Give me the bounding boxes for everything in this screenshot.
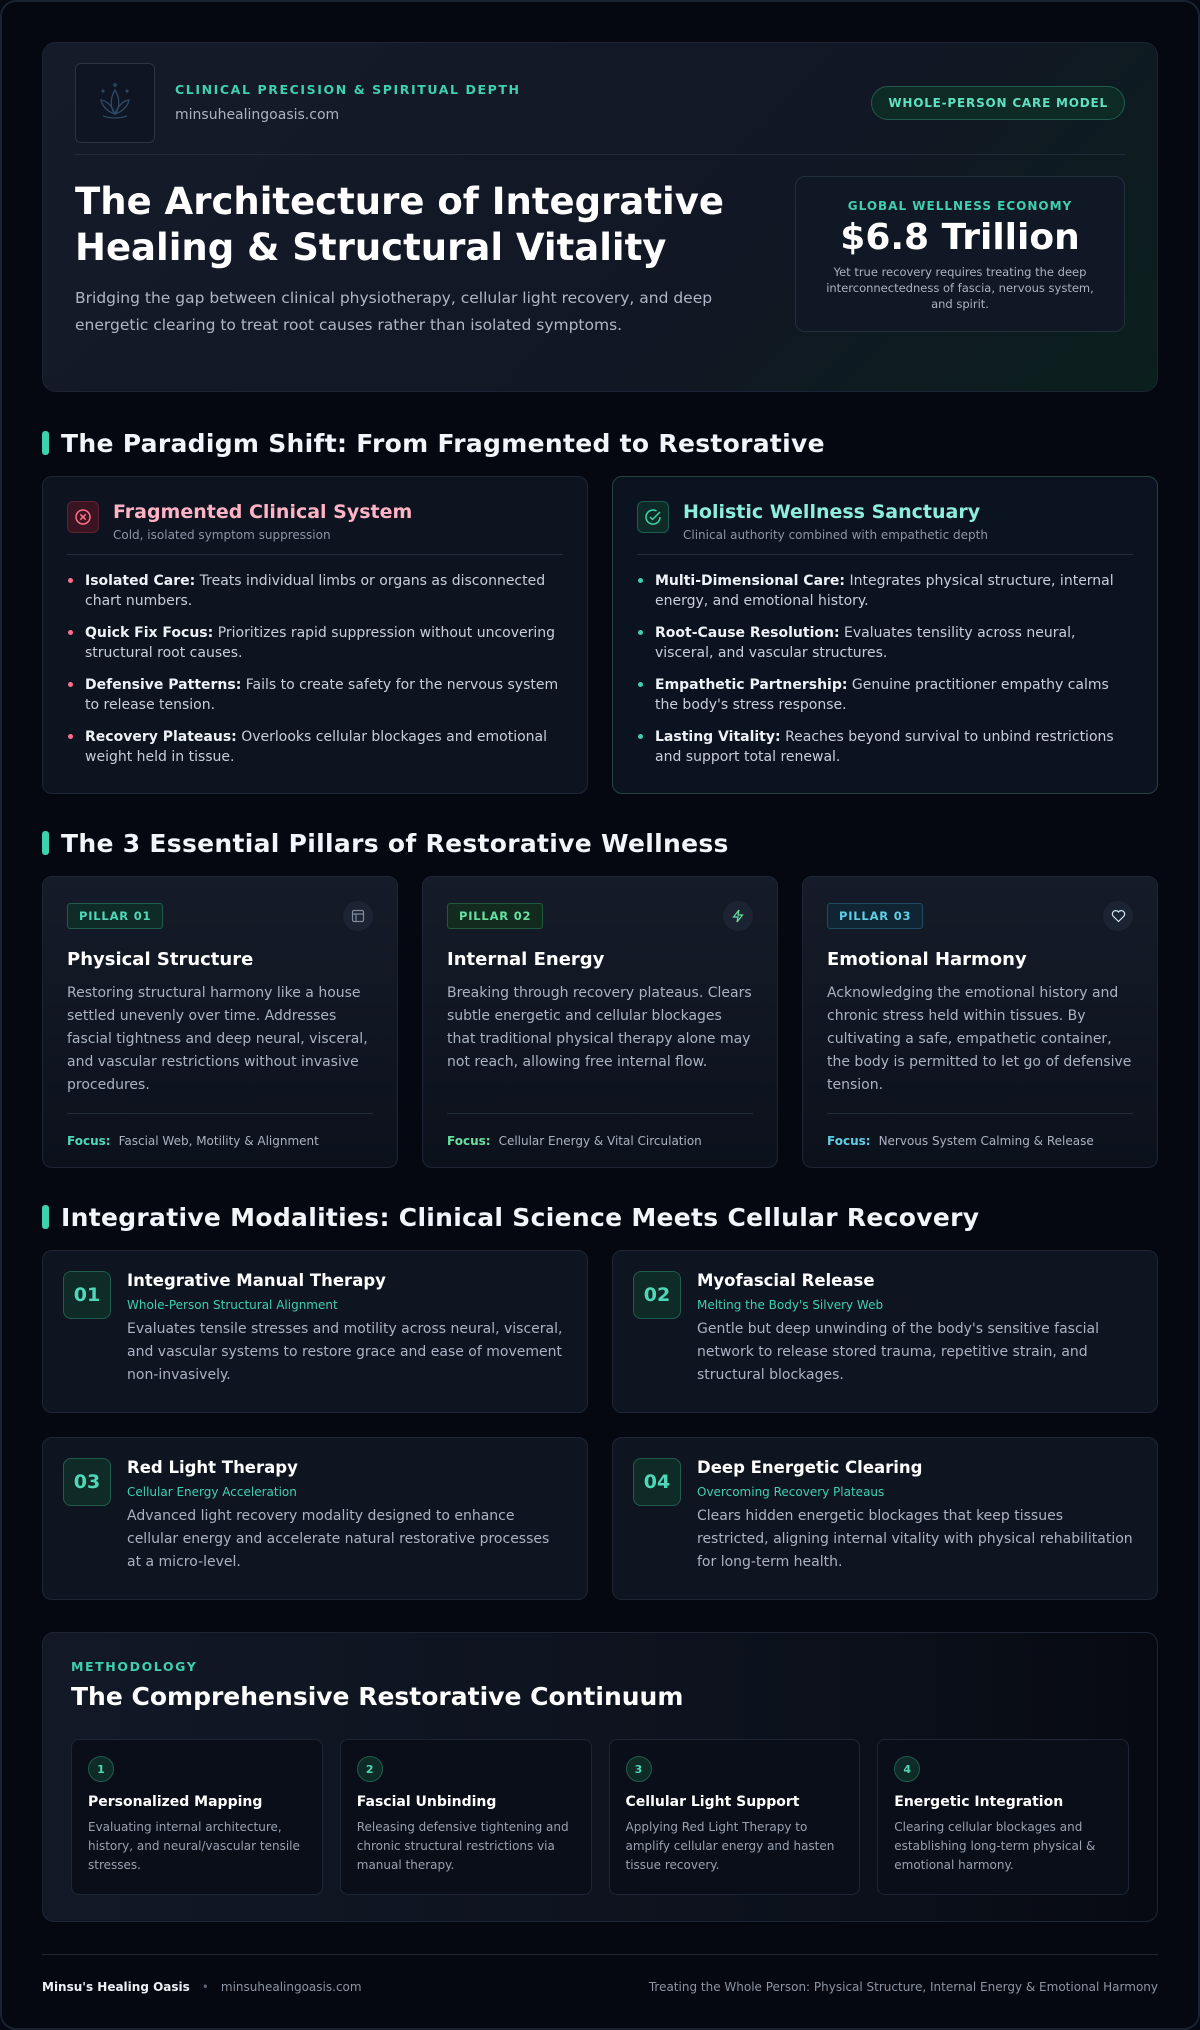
modality-number: 03 [63, 1458, 111, 1506]
lightning-icon [723, 901, 753, 931]
footer-url[interactable]: minsuhealingoasis.com [220, 1979, 362, 1994]
pillar-title: Emotional Harmony [827, 949, 1027, 970]
pillar-description: Restoring structural harmony like a house settled unevenly over time. Addresses fascial tightness and deep neural, visceral, and vascular restrictions without invasive procedures. [67, 985, 368, 1093]
list-item: Defensive Patterns: Fails to create safety for the nervous system to release tension. [67, 675, 563, 715]
step-card [71, 1739, 323, 1895]
pillar-description: Breaking through recovery plateaus. Clears subtle energetic and cellular blockages that traditional physical therapy alone may not reach, allowing free internal flow. [447, 985, 752, 1070]
pillar-card-internal-energy [422, 876, 778, 1168]
card-subtitle: Clinical authority combined with empathetic depth [683, 528, 988, 542]
list-item: Isolated Care: Treats individual limbs or organs as disconnected chart numbers. [67, 571, 563, 611]
methodology-title: The Comprehensive Restorative Continuum [71, 1682, 684, 1711]
x-circle-icon [67, 501, 99, 533]
stat-label: GLOBAL WELLNESS ECONOMY [847, 199, 1073, 213]
modality-card [42, 1250, 588, 1413]
modality-subtitle: Overcoming Recovery Plateaus [697, 1485, 885, 1499]
hero-text [75, 179, 755, 339]
brand-block [175, 82, 521, 123]
heart-icon [1103, 901, 1133, 931]
focus-value: Cellular Energy & Vital Circulation [498, 1133, 702, 1148]
pillar-title: Internal Energy [447, 949, 605, 970]
focus-value: Nervous System Calming & Release [878, 1133, 1094, 1148]
list-item: Root-Cause Resolution: Evaluates tensility across neural, visceral, and vascular structures. [637, 623, 1133, 663]
fragmented-list [67, 571, 563, 767]
card-header [637, 501, 1133, 555]
stat-value: $6.8 Trillion [840, 217, 1080, 258]
methodology-tag: METHODOLOGY [71, 1659, 198, 1674]
modality-title: Deep Energetic Clearing [697, 1458, 923, 1477]
heading-accent-bar [42, 1205, 49, 1229]
focus-label: Focus: [447, 1133, 491, 1148]
modality-subtitle: Whole-Person Structural Alignment [127, 1298, 338, 1312]
pillar-focus [67, 1113, 373, 1167]
hero-body [75, 179, 1125, 339]
modality-title: Myofascial Release [697, 1271, 875, 1290]
brand-tagline: CLINICAL PRECISION & SPIRITUAL DEPTH [175, 82, 521, 97]
pillar-focus [447, 1113, 753, 1167]
card-subtitle: Cold, isolated symptom suppression [113, 528, 331, 542]
hero-subtitle: Bridging the gap between clinical physiotherapy, cellular light recovery, and deep energetic clearing to treat root causes rather than isolated symptoms. [75, 289, 713, 334]
paradigm-heading [42, 428, 1158, 458]
wellness-economy-stat-card [795, 176, 1125, 332]
pillar-badge: PILLAR 02 [447, 903, 543, 929]
pillar-description: Acknowledging the emotional history and chronic stress held within tissues. By cultivating a safe, empathetic container, the body is permitted to let go of defensive tension. [827, 985, 1132, 1093]
list-item: Recovery Plateaus: Overlooks cellular blockages and emotional weight held in tissue. [67, 727, 563, 767]
modality-title: Red Light Therapy [127, 1458, 298, 1477]
footer-brand-name: Minsu's Healing Oasis [42, 1979, 190, 1994]
modalities-heading [42, 1202, 1158, 1232]
modalities-grid [42, 1250, 1158, 1600]
list-item: Multi-Dimensional Care: Integrates physical structure, internal energy, and emotional history. [637, 571, 1133, 611]
pillar-title: Physical Structure [67, 949, 254, 970]
fragmented-system-card [42, 476, 588, 794]
pillar-badge: PILLAR 03 [827, 903, 923, 929]
page-container [42, 42, 1158, 2018]
step-title: Energetic Integration [894, 1794, 1064, 1810]
step-card [877, 1739, 1129, 1895]
step-title: Cellular Light Support [625, 1794, 800, 1810]
pillar-badge: PILLAR 01 [67, 903, 163, 929]
stat-description: Yet true recovery requires treating the deep interconnectedness of fascia, nervous system, and spirit. [826, 265, 1094, 311]
check-circle-icon [637, 501, 669, 533]
focus-label: Focus: [827, 1133, 871, 1148]
step-number: 1 [88, 1756, 114, 1782]
hero-header [75, 75, 1125, 155]
care-model-badge: WHOLE-PERSON CARE MODEL [871, 86, 1125, 120]
list-item: Quick Fix Focus: Prioritizes rapid suppression without uncovering structural root causes. [67, 623, 563, 663]
heading-accent-bar [42, 431, 49, 455]
modality-card [612, 1250, 1158, 1413]
modality-description: Evaluates tensile stresses and motility across neural, visceral, and vascular systems to restore grace and ease of movement non-invasively. [127, 1321, 563, 1383]
brand-url[interactable]: minsuhealingoasis.com [175, 107, 340, 123]
steps-row [71, 1739, 1129, 1895]
holistic-sanctuary-card [612, 476, 1158, 794]
step-title: Fascial Unbinding [356, 1794, 497, 1810]
modality-title: Integrative Manual Therapy [127, 1271, 386, 1290]
modality-number: 02 [633, 1271, 681, 1319]
footer [42, 1954, 1158, 2018]
modality-card [42, 1437, 588, 1600]
modality-description: Advanced light recovery modality designed to enhance cellular energy and accelerate natural restorative processes at a micro-level. [127, 1508, 550, 1570]
heading-accent-bar [42, 831, 49, 855]
modality-number: 04 [633, 1458, 681, 1506]
focus-value: Fascial Web, Motility & Alignment [118, 1133, 319, 1148]
pillars-grid [42, 876, 1158, 1168]
list-item: Lasting Vitality: Reaches beyond survival to unbind restrictions and support total renewal. [637, 727, 1133, 767]
card-header [67, 501, 563, 555]
modality-card [612, 1437, 1158, 1600]
footer-separator: • [201, 1979, 209, 1994]
page-title: The Architecture of Integrative Healing & Structural Vitality [75, 180, 724, 269]
modality-subtitle: Melting the Body's Silvery Web [697, 1298, 884, 1312]
list-item: Empathetic Partnership: Genuine practitioner empathy calms the body's stress response. [637, 675, 1133, 715]
modality-description: Clears hidden energetic blockages that keep tissues restricted, aligning internal vitality with physical rehabilitation for long-term health. [697, 1508, 1133, 1570]
step-description: Applying Red Light Therapy to amplify cellular energy and hasten tissue recovery. [625, 1820, 835, 1872]
modality-number: 01 [63, 1271, 111, 1319]
modality-description: Gentle but deep unwinding of the body's sensitive fascial network to release stored trauma, repetitive strain, and structural blockages. [697, 1321, 1100, 1383]
hero-section [42, 42, 1158, 392]
holistic-list [637, 571, 1133, 767]
step-description: Clearing cellular blockages and establishing long-term physical & emotional harmony. [894, 1820, 1096, 1872]
layout-icon [343, 901, 373, 931]
card-title: Fragmented Clinical System [113, 501, 413, 523]
step-number: 4 [894, 1756, 920, 1782]
step-description: Releasing defensive tightening and chronic structural restrictions via manual therapy. [356, 1820, 569, 1872]
modality-subtitle: Cellular Energy Acceleration [127, 1485, 297, 1499]
footer-tagline: Treating the Whole Person: Physical Structure, Internal Energy & Emotional Harmony [648, 1979, 1158, 1994]
pillar-card-physical [42, 876, 398, 1168]
pillars-heading [42, 828, 1158, 858]
card-title: Holistic Wellness Sanctuary [683, 501, 981, 523]
step-card [609, 1739, 861, 1895]
step-card [340, 1739, 592, 1895]
comparison-grid [42, 476, 1158, 794]
step-number: 2 [357, 1756, 383, 1782]
pillar-focus [827, 1113, 1133, 1167]
section-title: The 3 Essential Pillars of Restorative Wellness [61, 828, 729, 858]
methodology-section [42, 1632, 1158, 1922]
step-description: Evaluating internal architecture, history, and neural/vascular tensile stresses. [88, 1820, 300, 1872]
section-title: The Paradigm Shift: From Fragmented to Restorative [61, 428, 825, 458]
step-number: 3 [626, 1756, 652, 1782]
focus-label: Focus: [67, 1133, 111, 1148]
step-title: Personalized Mapping [88, 1794, 263, 1810]
pillar-card-emotional [802, 876, 1158, 1168]
section-title: Integrative Modalities: Clinical Science Meets Cellular Recovery [61, 1202, 980, 1232]
lotus-logo-icon [75, 63, 155, 143]
